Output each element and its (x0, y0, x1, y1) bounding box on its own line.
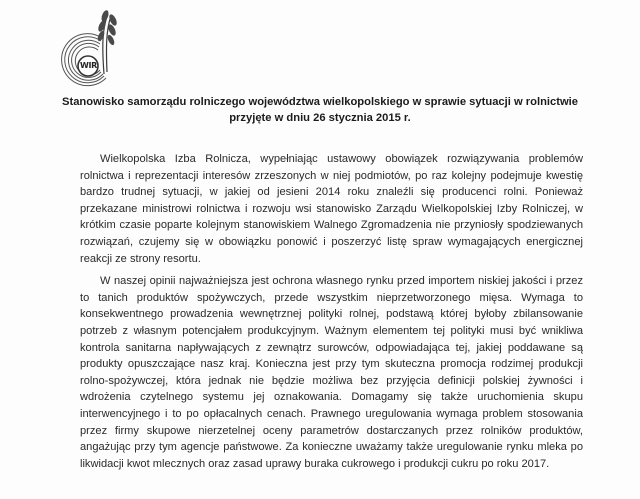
paragraph-line: kontrola sanitarna napływających z zewnątrz surowców, odpowiadająca tej, jakiej poddawane są (80, 341, 583, 354)
paragraph-line: reakcji ze strony resortu. (80, 252, 201, 265)
wir-logo-text: WIR (79, 61, 98, 70)
paragraph-line: rolnictwa i reprezentacji interesów zrzeszonych w niej podmiotów, po raz kolejny podejmuje kwestię (80, 169, 583, 182)
paragraph-line: interwencyjnego i to po opłacalnych cenach. Prawnego uregulowania wymaga problem stosowania (80, 407, 583, 420)
paragraph-line: rolno-spożywczej, która jednak nie będzie możliwa bez przyjęcia definicji polskiej żywności i (80, 374, 583, 387)
paragraph-line: produkty opuszczające nasz kraj. Konieczna jest przy tym skuteczna promocja rodzimej produkcji (80, 358, 583, 371)
paragraph-line: przekazane ministrowi rolnictwa i rozwoju wsi stanowisko Zarządu Wielkopolskiej Izby Rolniczej, w (80, 202, 583, 215)
paragraph-line: krótkim czasie poparte kolejnym stanowiskiem Walnego Zgromadzenia nie przyniosły spodziewanych (80, 219, 583, 232)
paragraph-line: to tanich produktów spożywczych, przede wszystkim nieprzetworzonego mięsa. Wymaga to (80, 291, 583, 304)
title-line-1: Stanowisko samorządu rolniczego województwa wielkopolskiego w sprawie sytuacji w rolnictwie (62, 96, 578, 108)
paragraph-line: konsekwentnego prowadzenia wewnętrznej polityki rolnej, podstawą której byłoby zbilansowanie (80, 308, 583, 321)
paragraph-line: Wielkopolska Izba Rolnicza, wypełniając ustawowy obowiązek rozwiązywania problemów (100, 153, 583, 165)
title-line-2: przyjęte w dniu 26 stycznia 2015 r. (229, 112, 411, 124)
paragraph-line: bardzo trudnej sytuacji, w jakiej od jesieni 2014 roku znaleźli się producenci rolni. Ponieważ (80, 186, 583, 199)
paragraph-1 (80, 151, 583, 267)
paragraph-line: przez firmy skupowe nierzetelnej oceny parametrów dostarczanych przez rolników produktów, (80, 424, 583, 437)
paragraph-line: W naszej opinii najważniejsza jest ochrona własnego rynku przed importem niskiej jakości i przez (100, 275, 583, 288)
document-title (40, 94, 600, 126)
paragraph-line: potrzeb z własnym potencjałem produkcyjnym. Ważnym elementem tej polityki musi być wnikliwa (80, 324, 583, 337)
wir-logo-icon (58, 8, 124, 88)
wir-logo (58, 8, 124, 88)
paragraph-line: wdrożenia czytelnego systemu jej oznakowania. Domagamy się także uruchomienia skupu (80, 391, 583, 404)
document-body (80, 151, 583, 472)
paragraph-line: rozwiązań, czujemy się w obowiązku ponowić i poszerzyć listę spraw wymagających energicznej (80, 235, 583, 248)
paragraph-line: likwidacji kwot mlecznych oraz zasad uprawy buraka cukrowego i produkcji cukru po roku 2017. (80, 457, 550, 470)
paragraph-line: angażując przy tym agencje państwowe. Za konieczne uważamy także uregulowanie rynku mleka po (80, 441, 583, 454)
paragraph-2 (80, 273, 583, 472)
